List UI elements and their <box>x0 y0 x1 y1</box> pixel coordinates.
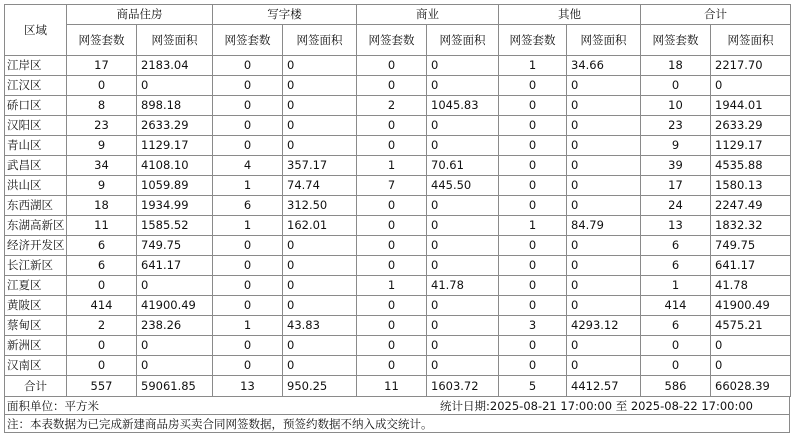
cell-commercial-area: 70.61 <box>427 156 499 176</box>
cell-total-count: 6 <box>641 256 711 276</box>
cell-office-area: 0 <box>283 336 357 356</box>
cell-region-name: 青山区 <box>5 136 67 156</box>
cell-other-area: 0 <box>567 176 641 196</box>
cell-other-area: 0 <box>567 156 641 176</box>
cell-other-count: 0 <box>499 96 567 116</box>
sub-header-area: 网签面积 <box>283 25 357 56</box>
cell-commercial-area: 0 <box>427 196 499 216</box>
cell-residential-count: 2 <box>67 316 137 336</box>
cell-total-count: 18 <box>641 56 711 76</box>
cell-office-count: 0 <box>213 256 283 276</box>
table-row <box>5 296 791 316</box>
cell-residential-area: 749.75 <box>137 236 213 256</box>
cell-residential-area: 1129.17 <box>137 136 213 156</box>
cell-residential-area: 641.17 <box>137 256 213 276</box>
cell-other-area: 34.66 <box>567 56 641 76</box>
cell-other-area: 0 <box>567 296 641 316</box>
cell-residential-area: 2183.04 <box>137 56 213 76</box>
cell-other-count: 0 <box>499 256 567 276</box>
cell-commercial-area: 0 <box>427 296 499 316</box>
cell-other-area: 4293.12 <box>567 316 641 336</box>
cell-office-count: 0 <box>213 76 283 96</box>
cell-residential-area: 59061.85 <box>137 376 213 397</box>
cell-other-area: 0 <box>567 236 641 256</box>
cell-residential-count: 8 <box>67 96 137 116</box>
group-header-total: 合计 <box>641 5 791 25</box>
sales-report-table-container <box>4 4 790 433</box>
cell-office-count: 6 <box>213 196 283 216</box>
cell-office-area: 0 <box>283 116 357 136</box>
group-header-commercial: 商业 <box>357 5 499 25</box>
table-row <box>5 156 791 176</box>
cell-office-area: 0 <box>283 136 357 156</box>
sub-header-count: 网签套数 <box>67 25 137 56</box>
cell-other-area: 4412.57 <box>567 376 641 397</box>
cell-region-name: 汉南区 <box>5 356 67 376</box>
cell-other-count: 0 <box>499 76 567 96</box>
cell-residential-area: 0 <box>137 76 213 96</box>
cell-total-count: 9 <box>641 136 711 156</box>
cell-residential-count: 18 <box>67 196 137 216</box>
cell-office-count: 0 <box>213 116 283 136</box>
cell-residential-area: 238.26 <box>137 316 213 336</box>
table-row <box>5 196 791 216</box>
cell-other-area: 0 <box>567 356 641 376</box>
cell-residential-count: 6 <box>67 236 137 256</box>
cell-other-count: 0 <box>499 276 567 296</box>
cell-office-area: 950.25 <box>283 376 357 397</box>
cell-other-area: 0 <box>567 116 641 136</box>
table-row <box>5 116 791 136</box>
cell-office-count: 1 <box>213 316 283 336</box>
cell-region-name: 武昌区 <box>5 156 67 176</box>
cell-total-area: 41.78 <box>711 276 791 296</box>
cell-office-count: 0 <box>213 356 283 376</box>
cell-other-count: 1 <box>499 216 567 236</box>
cell-total-count: 6 <box>641 316 711 336</box>
cell-residential-count: 0 <box>67 356 137 376</box>
table-row <box>5 336 791 356</box>
cell-commercial-count: 1 <box>357 276 427 296</box>
cell-region-name: 长江新区 <box>5 256 67 276</box>
sub-header-count: 网签套数 <box>357 25 427 56</box>
cell-commercial-area: 0 <box>427 216 499 236</box>
cell-commercial-count: 0 <box>357 196 427 216</box>
group-header-other: 其他 <box>499 5 641 25</box>
sales-report-table <box>4 4 791 397</box>
table-row <box>5 76 791 96</box>
cell-commercial-count: 0 <box>357 216 427 236</box>
cell-residential-count: 0 <box>67 276 137 296</box>
cell-residential-count: 0 <box>67 336 137 356</box>
cell-office-area: 0 <box>283 296 357 316</box>
cell-residential-area: 4108.10 <box>137 156 213 176</box>
cell-total-area: 41900.49 <box>711 296 791 316</box>
cell-commercial-area: 0 <box>427 56 499 76</box>
table-row <box>5 136 791 156</box>
footnote: 注：本表数据为已完成新建商品房买卖合同网签数据，预签约数据不纳入成交统计。 <box>7 417 433 431</box>
table-row <box>5 256 791 276</box>
statistics-period: 统计日期:2025-08-21 17:00:00 至 2025-08-22 17:00:00 <box>440 399 753 413</box>
cell-residential-area: 0 <box>137 336 213 356</box>
cell-residential-area: 0 <box>137 276 213 296</box>
cell-office-area: 312.50 <box>283 196 357 216</box>
cell-commercial-count: 0 <box>357 256 427 276</box>
cell-office-area: 0 <box>283 276 357 296</box>
cell-residential-count: 23 <box>67 116 137 136</box>
cell-total-area: 1580.13 <box>711 176 791 196</box>
cell-total-count: 0 <box>641 336 711 356</box>
cell-residential-count: 557 <box>67 376 137 397</box>
cell-total-area: 2247.49 <box>711 196 791 216</box>
cell-commercial-area: 0 <box>427 236 499 256</box>
table-row <box>5 276 791 296</box>
cell-total-area: 2217.70 <box>711 56 791 76</box>
cell-office-count: 0 <box>213 336 283 356</box>
cell-region-name: 江岸区 <box>5 56 67 76</box>
sub-header-count: 网签套数 <box>641 25 711 56</box>
cell-commercial-area: 0 <box>427 336 499 356</box>
cell-commercial-area: 0 <box>427 136 499 156</box>
cell-residential-count: 0 <box>67 76 137 96</box>
cell-other-count: 5 <box>499 376 567 397</box>
cell-other-area: 0 <box>567 196 641 216</box>
group-header-residential: 商品住房 <box>67 5 213 25</box>
cell-total-area: 0 <box>711 76 791 96</box>
sub-header-area: 网签面积 <box>711 25 791 56</box>
cell-other-area: 0 <box>567 136 641 156</box>
cell-office-area: 0 <box>283 356 357 376</box>
cell-residential-count: 6 <box>67 256 137 276</box>
cell-residential-count: 9 <box>67 176 137 196</box>
cell-residential-area: 0 <box>137 356 213 376</box>
cell-office-area: 43.83 <box>283 316 357 336</box>
cell-other-count: 0 <box>499 196 567 216</box>
cell-commercial-area: 0 <box>427 316 499 336</box>
cell-region-name: 东西湖区 <box>5 196 67 216</box>
cell-residential-area: 898.18 <box>137 96 213 116</box>
cell-region-name: 经济开发区 <box>5 236 67 256</box>
cell-commercial-area: 0 <box>427 256 499 276</box>
cell-residential-area: 41900.49 <box>137 296 213 316</box>
cell-residential-area: 1059.89 <box>137 176 213 196</box>
cell-commercial-count: 7 <box>357 176 427 196</box>
cell-office-area: 0 <box>283 56 357 76</box>
group-header-office: 写字楼 <box>213 5 357 25</box>
cell-region-name: 江汉区 <box>5 76 67 96</box>
cell-total-area: 0 <box>711 336 791 356</box>
table-row <box>5 356 791 376</box>
cell-other-area: 0 <box>567 276 641 296</box>
cell-other-count: 0 <box>499 296 567 316</box>
cell-total-count: 586 <box>641 376 711 397</box>
cell-total-area: 1129.17 <box>711 136 791 156</box>
cell-region-name: 合计 <box>5 376 67 397</box>
cell-other-count: 0 <box>499 336 567 356</box>
cell-office-area: 0 <box>283 96 357 116</box>
cell-office-area: 357.17 <box>283 156 357 176</box>
cell-commercial-count: 0 <box>357 116 427 136</box>
cell-other-area: 0 <box>567 96 641 116</box>
cell-office-area: 0 <box>283 256 357 276</box>
cell-region-name: 江夏区 <box>5 276 67 296</box>
cell-other-area: 0 <box>567 336 641 356</box>
cell-office-count: 1 <box>213 176 283 196</box>
cell-total-count: 0 <box>641 356 711 376</box>
cell-commercial-count: 0 <box>357 296 427 316</box>
cell-total-count: 17 <box>641 176 711 196</box>
cell-commercial-count: 0 <box>357 336 427 356</box>
cell-residential-count: 17 <box>67 56 137 76</box>
cell-total-area: 66028.39 <box>711 376 791 397</box>
cell-total-count: 13 <box>641 216 711 236</box>
cell-residential-area: 1934.99 <box>137 196 213 216</box>
cell-office-count: 0 <box>213 96 283 116</box>
total-row <box>5 376 791 397</box>
cell-residential-count: 9 <box>67 136 137 156</box>
table-row <box>5 96 791 116</box>
cell-office-count: 0 <box>213 296 283 316</box>
cell-residential-count: 11 <box>67 216 137 236</box>
cell-other-count: 1 <box>499 56 567 76</box>
cell-total-area: 2633.29 <box>711 116 791 136</box>
cell-residential-area: 2633.29 <box>137 116 213 136</box>
cell-office-count: 1 <box>213 216 283 236</box>
cell-region-name: 黄陂区 <box>5 296 67 316</box>
cell-commercial-area: 445.50 <box>427 176 499 196</box>
cell-commercial-count: 0 <box>357 356 427 376</box>
cell-residential-count: 414 <box>67 296 137 316</box>
cell-office-count: 0 <box>213 236 283 256</box>
table-row <box>5 176 791 196</box>
cell-other-count: 0 <box>499 176 567 196</box>
cell-commercial-count: 11 <box>357 376 427 397</box>
table-row <box>5 236 791 256</box>
region-header: 区域 <box>5 5 67 56</box>
cell-total-count: 414 <box>641 296 711 316</box>
cell-region-name: 蔡甸区 <box>5 316 67 336</box>
cell-total-count: 10 <box>641 96 711 116</box>
cell-other-count: 0 <box>499 356 567 376</box>
sub-header-count: 网签套数 <box>499 25 567 56</box>
cell-other-area: 84.79 <box>567 216 641 236</box>
cell-other-count: 3 <box>499 316 567 336</box>
cell-total-area: 4535.88 <box>711 156 791 176</box>
cell-commercial-count: 0 <box>357 76 427 96</box>
footer-note-row <box>4 415 790 433</box>
table-row <box>5 56 791 76</box>
cell-residential-area: 1585.52 <box>137 216 213 236</box>
sub-header-area: 网签面积 <box>567 25 641 56</box>
cell-region-name: 硚口区 <box>5 96 67 116</box>
cell-commercial-area: 0 <box>427 356 499 376</box>
cell-office-count: 0 <box>213 56 283 76</box>
cell-region-name: 东湖高新区 <box>5 216 67 236</box>
cell-total-area: 749.75 <box>711 236 791 256</box>
cell-office-count: 13 <box>213 376 283 397</box>
cell-other-count: 0 <box>499 236 567 256</box>
cell-other-count: 0 <box>499 136 567 156</box>
cell-total-count: 0 <box>641 76 711 96</box>
cell-total-count: 39 <box>641 156 711 176</box>
cell-commercial-area: 0 <box>427 76 499 96</box>
cell-region-name: 洪山区 <box>5 176 67 196</box>
cell-commercial-count: 0 <box>357 56 427 76</box>
cell-residential-count: 34 <box>67 156 137 176</box>
table-body <box>5 56 791 397</box>
cell-commercial-count: 1 <box>357 156 427 176</box>
cell-region-name: 新洲区 <box>5 336 67 356</box>
cell-commercial-count: 0 <box>357 316 427 336</box>
cell-other-area: 0 <box>567 76 641 96</box>
cell-total-area: 1944.01 <box>711 96 791 116</box>
cell-total-area: 641.17 <box>711 256 791 276</box>
cell-total-count: 24 <box>641 196 711 216</box>
cell-office-area: 0 <box>283 76 357 96</box>
cell-commercial-area: 1603.72 <box>427 376 499 397</box>
cell-total-area: 0 <box>711 356 791 376</box>
cell-total-area: 1832.32 <box>711 216 791 236</box>
cell-commercial-count: 2 <box>357 96 427 116</box>
cell-office-area: 162.01 <box>283 216 357 236</box>
cell-office-count: 0 <box>213 276 283 296</box>
cell-commercial-area: 1045.83 <box>427 96 499 116</box>
cell-other-count: 0 <box>499 116 567 136</box>
cell-region-name: 汉阳区 <box>5 116 67 136</box>
table-row <box>5 216 791 236</box>
cell-office-area: 74.74 <box>283 176 357 196</box>
sub-header-area: 网签面积 <box>137 25 213 56</box>
sub-header-count: 网签套数 <box>213 25 283 56</box>
cell-total-count: 1 <box>641 276 711 296</box>
footer-unit-row <box>4 397 790 415</box>
cell-office-count: 0 <box>213 136 283 156</box>
cell-commercial-area: 41.78 <box>427 276 499 296</box>
cell-total-area: 4575.21 <box>711 316 791 336</box>
cell-commercial-area: 0 <box>427 116 499 136</box>
cell-other-count: 0 <box>499 156 567 176</box>
cell-total-count: 23 <box>641 116 711 136</box>
cell-office-area: 0 <box>283 236 357 256</box>
cell-other-area: 0 <box>567 256 641 276</box>
cell-commercial-count: 0 <box>357 136 427 156</box>
cell-office-count: 4 <box>213 156 283 176</box>
cell-commercial-count: 0 <box>357 236 427 256</box>
cell-total-count: 6 <box>641 236 711 256</box>
table-row <box>5 316 791 336</box>
area-unit-label: 面积单位：平方米 <box>7 399 99 413</box>
sub-header-area: 网签面积 <box>427 25 499 56</box>
